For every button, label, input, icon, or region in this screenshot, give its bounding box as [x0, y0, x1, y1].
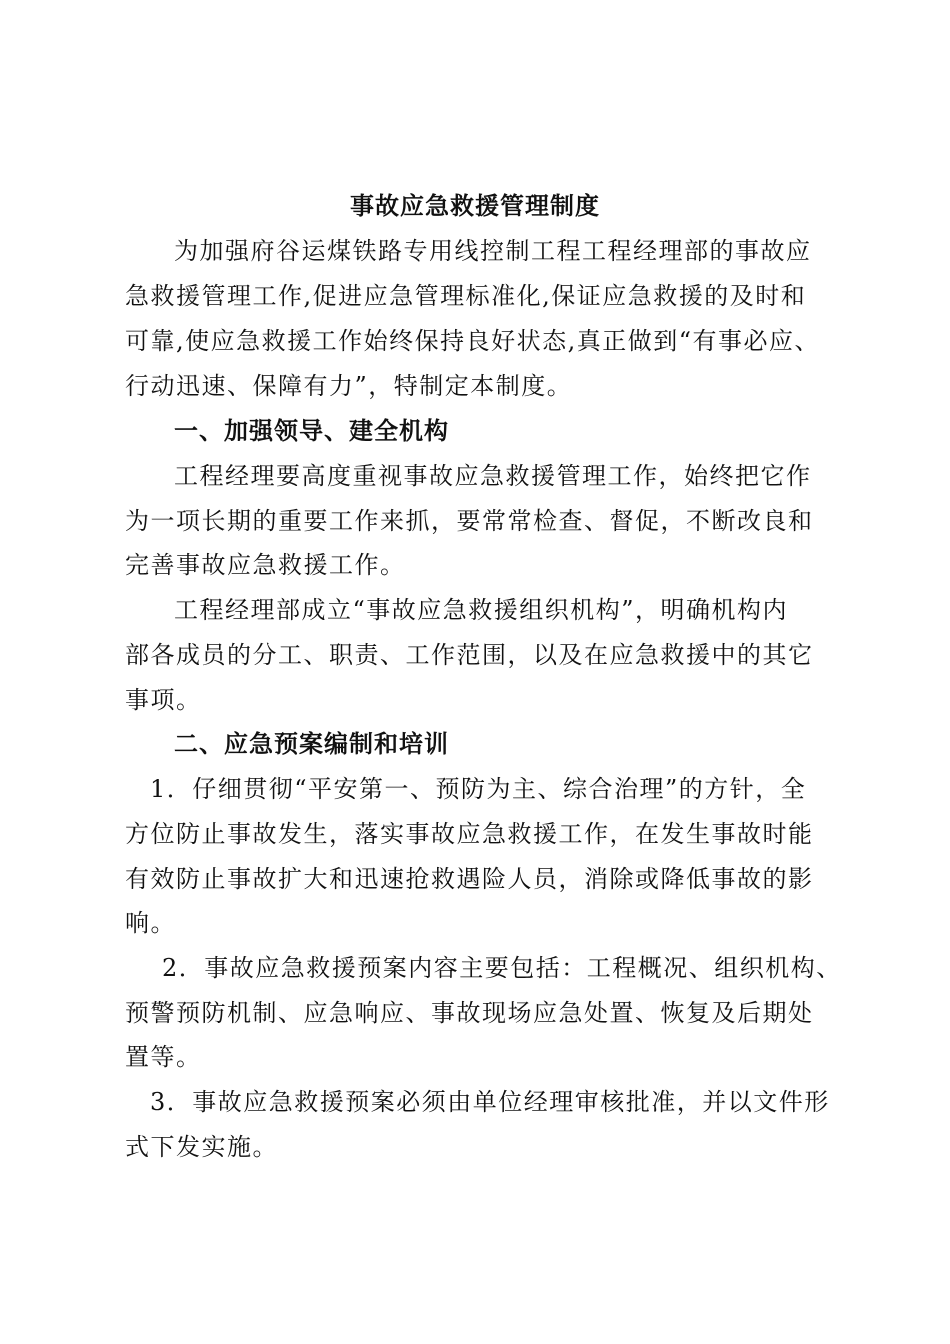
intro-line-2: 急救援管理工作,促进应急管理标准化,保证应急救援的及时和: [125, 282, 807, 310]
section-2-item-2-line-2: 预警预防机制、应急响应、事故现场应急处置、恢复及后期处: [125, 999, 814, 1027]
section-1-p1-line-1: 工程经理要高度重视事故应急救援管理工作，始终把它作: [174, 462, 812, 490]
section-2-item-1-line-4: 响。: [125, 909, 176, 937]
section-1-p2-line-2: 部各成员的分工、职责、工作范围，以及在应急救援中的其它: [125, 641, 814, 669]
section-2-item-3-line-1: 3．事故应急救援预案必须由单位经理审核批准，并以文件形: [150, 1088, 830, 1116]
section-2-item-1-line-2: 方位防止事故发生，落实事故应急救援工作，在发生事故时能: [125, 820, 814, 848]
intro-line-4: 行动迅速、保障有力”，特制定本制度。: [125, 372, 573, 400]
section-2-item-2-line-1: 2．事故应急救援预案内容主要包括：工程概况、组织机构、: [162, 954, 842, 982]
document-title: 事故应急救援管理制度: [350, 191, 600, 220]
section-1-p2-line-3: 事项。: [125, 686, 202, 714]
section-2-item-1-line-3: 有效防止事故扩大和迅速抢救遇险人员，消除或降低事故的影: [125, 865, 814, 893]
section-1-p1-line-2: 为一项长期的重要工作来抓，要常常检查、督促，不断改良和: [125, 507, 814, 535]
section-2-item-2-line-3: 置等。: [125, 1043, 202, 1071]
section-2-heading: 二、应急预案编制和培训: [174, 729, 449, 758]
intro-line-3: 可靠,使应急救援工作始终保持良好状态,真正做到“有事必应、: [125, 327, 821, 355]
intro-line-1: 为加强府谷运煤铁路专用线控制工程工程经理部的事故应: [174, 237, 812, 265]
section-1-p2-line-1: 工程经理部成立“事故应急救援组织机构”，明确机构内: [174, 596, 789, 624]
section-2-item-1-line-1: 1．仔细贯彻“平安第一、预防为主、综合治理”的方针，全: [150, 775, 807, 803]
section-2-item-3-line-2: 式下发实施。: [125, 1133, 278, 1161]
section-1-p1-line-3: 完善事故应急救援工作。: [125, 551, 406, 579]
section-1-heading: 一、加强领导、建全机构: [174, 416, 449, 445]
